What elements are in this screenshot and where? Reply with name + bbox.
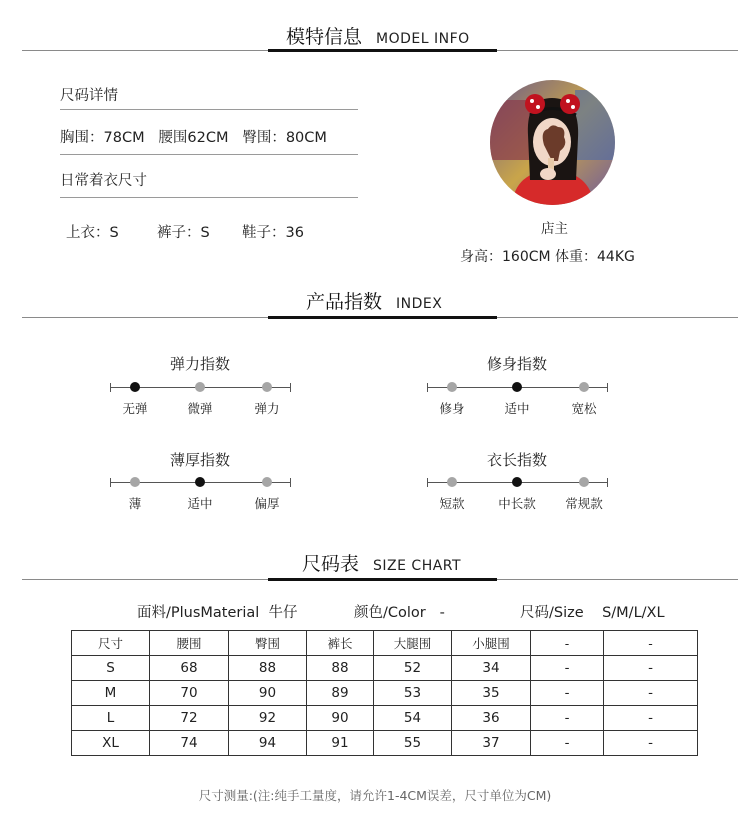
index-dot	[447, 477, 457, 487]
size-table-cell: 72	[150, 706, 229, 731]
index-scale-title: 修身指数	[486, 355, 547, 373]
size-table-cell: 37	[452, 731, 531, 756]
size-table	[71, 630, 698, 756]
size-table-cell: -	[604, 731, 698, 756]
size-table-cell: 90	[307, 706, 374, 731]
size-table-cell: -	[604, 681, 698, 706]
size-table-cell: -	[531, 731, 604, 756]
index-scale-title: 衣长指数	[486, 451, 547, 469]
size-table-header-row	[72, 631, 698, 656]
size-table-cell: 74	[150, 731, 229, 756]
index-dot	[447, 382, 457, 392]
index-dot-selected	[512, 477, 522, 487]
info-divider-1	[60, 109, 358, 110]
size-table-cell: 70	[150, 681, 229, 706]
size-table-cell: 89	[307, 681, 374, 706]
index-option-label: 微弹	[187, 401, 213, 416]
index-option-label: 适中	[187, 496, 213, 511]
index-option-label: 弹力	[254, 401, 280, 416]
daily-wear-label: 日常着衣尺寸	[60, 173, 147, 189]
size-table-cell: 53	[374, 681, 452, 706]
size-table-header-cell: 大腿围	[374, 631, 452, 656]
size-table-row	[72, 706, 698, 731]
index-option-label: 修身	[439, 401, 465, 416]
index-scale-end-tick	[427, 478, 428, 487]
index-scale-title: 薄厚指数	[169, 451, 230, 469]
size-table-cell: 34	[452, 656, 531, 681]
size-detail-label: 尺码详情	[60, 88, 118, 104]
size-table-header-cell: -	[531, 631, 604, 656]
index-dot	[579, 382, 589, 392]
size-table-cell: -	[604, 656, 698, 681]
size-table-cell: -	[531, 706, 604, 731]
model-info-accent-bar	[268, 49, 497, 52]
size-chart-title-en: SIZE CHART	[373, 558, 462, 574]
size-table-header-cell: 裤长	[307, 631, 374, 656]
size-table-cell: 68	[150, 656, 229, 681]
index-option-label: 薄	[128, 496, 142, 511]
size-table-cell: 90	[229, 681, 307, 706]
size-table-cell: 55	[374, 731, 452, 756]
info-divider-2	[60, 154, 358, 155]
owner-label: 店主	[541, 221, 568, 237]
wear-shoes: 鞋子：36	[242, 225, 304, 241]
size-table-cell: L	[72, 706, 150, 731]
measurements: 胸围：78CM 腰围62CM 臀围：80CM	[60, 130, 327, 146]
index-dot-selected	[512, 382, 522, 392]
index-accent-bar	[268, 316, 497, 319]
size-table-row	[72, 656, 698, 681]
index-scale-end-tick	[607, 383, 608, 392]
size-table-row	[72, 731, 698, 756]
wear-pants: 裤子：S	[157, 225, 210, 241]
info-divider-3	[60, 197, 358, 198]
index-option-label: 常规款	[565, 496, 603, 511]
index-title	[306, 287, 442, 314]
size-table-cell: S	[72, 656, 150, 681]
model-info-title-en: MODEL INFO	[376, 31, 470, 47]
size-chart-title	[302, 549, 461, 576]
size-table-cell: XL	[72, 731, 150, 756]
index-dot	[195, 382, 205, 392]
index-scale-end-tick	[110, 383, 111, 392]
size-table-cell: 35	[452, 681, 531, 706]
size-table-cell: 36	[452, 706, 531, 731]
measurement-note: 尺寸测量:(注:纯手工量度，请允许1-4CM误差，尺寸单位为CM)	[198, 788, 552, 803]
size-table-cell: 92	[229, 706, 307, 731]
index-scale-title: 弹力指数	[169, 355, 230, 373]
fabric-info: 面料/PlusMaterial 牛仔	[137, 605, 298, 621]
color-info: 颜色/Color -	[354, 605, 445, 621]
index-option-label: 短款	[439, 496, 465, 511]
index-scale-end-tick	[290, 383, 291, 392]
index-scale-end-tick	[290, 478, 291, 487]
size-table-cell: 88	[307, 656, 374, 681]
size-chart-title-zh: 尺码表	[302, 553, 360, 575]
size-table-cell: -	[604, 706, 698, 731]
index-dot	[130, 477, 140, 487]
model-info-title	[286, 22, 470, 49]
index-option-label: 无弹	[122, 401, 148, 416]
index-scale-end-tick	[110, 478, 111, 487]
index-scale-end-tick	[607, 478, 608, 487]
index-title-zh: 产品指数	[306, 291, 383, 313]
index-dot	[579, 477, 589, 487]
owner-stats: 身高：160CM 体重：44KG	[460, 249, 635, 265]
size-table-cell: -	[531, 656, 604, 681]
index-dot-selected	[130, 382, 140, 392]
index-option-label: 宽松	[571, 401, 597, 416]
size-table-cell: 54	[374, 706, 452, 731]
size-table-cell: 52	[374, 656, 452, 681]
size-table-cell: 91	[307, 731, 374, 756]
index-scale-end-tick	[427, 383, 428, 392]
size-table-header-cell: 尺寸	[72, 631, 150, 656]
model-info-title-zh: 模特信息	[286, 26, 363, 48]
owner-avatar	[490, 80, 615, 205]
size-table-header-cell: 小腿围	[452, 631, 531, 656]
wear-top: 上衣：S	[66, 225, 119, 241]
size-table-row	[72, 681, 698, 706]
index-option-label: 偏厚	[254, 496, 280, 511]
size-table-cell: 88	[229, 656, 307, 681]
size-table-header-cell: 腰围	[150, 631, 229, 656]
index-option-label: 适中	[504, 401, 530, 416]
index-dot-selected	[195, 477, 205, 487]
index-title-en: INDEX	[396, 296, 443, 312]
size-table-header-cell: -	[604, 631, 698, 656]
index-dot	[262, 477, 272, 487]
index-dot	[262, 382, 272, 392]
size-chart-accent-bar	[268, 578, 497, 581]
size-table-cell: M	[72, 681, 150, 706]
index-option-label: 中长款	[498, 496, 536, 511]
size-table-cell: 94	[229, 731, 307, 756]
size-table-cell: -	[531, 681, 604, 706]
size-table-header-cell: 臀围	[229, 631, 307, 656]
size-info: 尺码/Size S/M/L/XL	[520, 605, 665, 621]
